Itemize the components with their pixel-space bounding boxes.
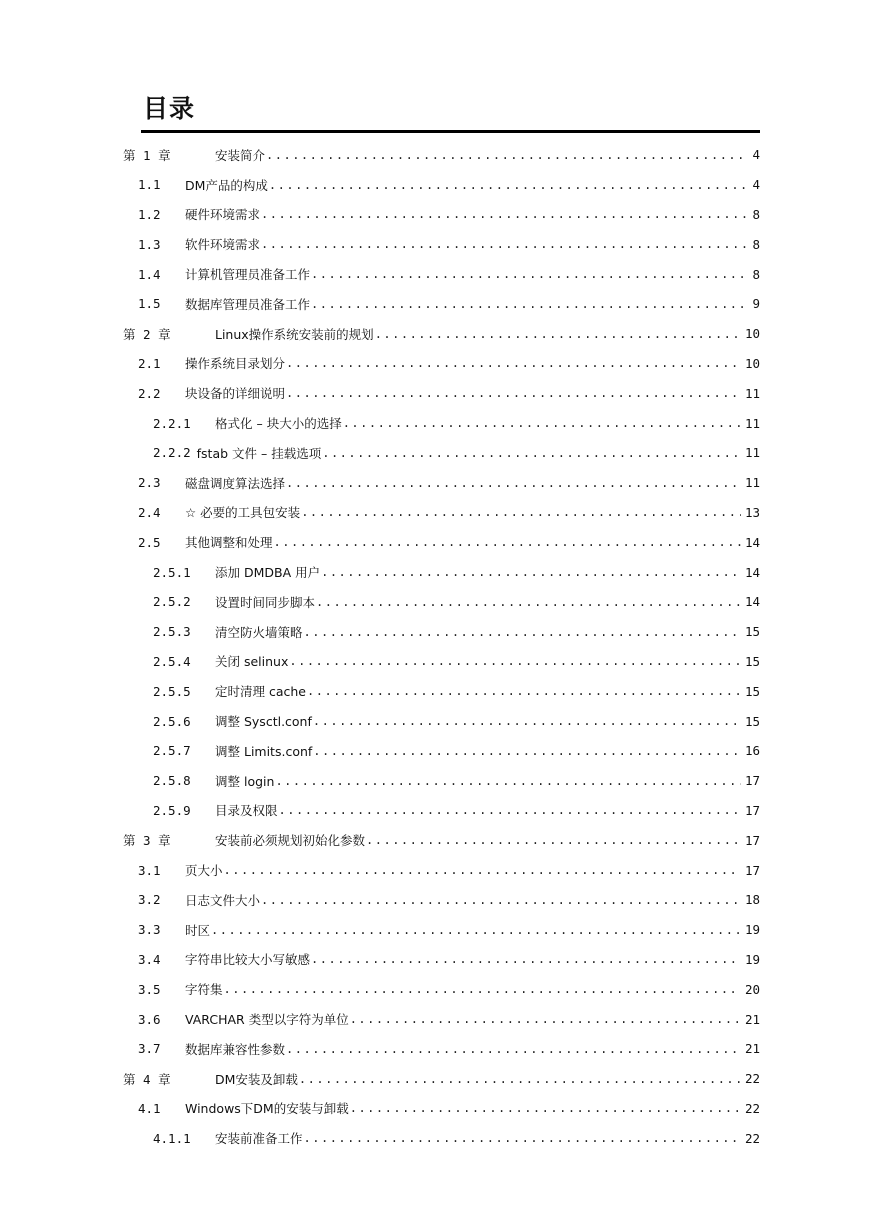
toc-entry-number: 2.2.2 [153, 445, 191, 461]
toc-entry-title[interactable]: 时区 [185, 922, 211, 938]
toc-entry-number: 3.1 [138, 862, 161, 878]
toc-dot-leader [211, 923, 741, 937]
toc-entry-number: 1.4 [138, 266, 161, 282]
toc-entry-number: 1.2 [138, 206, 161, 222]
toc-entry[interactable] [0, 170, 869, 200]
toc-page-number[interactable]: 14 [744, 594, 760, 610]
toc-page-number[interactable]: 22 [744, 1100, 760, 1116]
toc-entry-number: 3.4 [138, 951, 161, 967]
toc-page-number[interactable]: 22 [744, 1130, 760, 1146]
toc-dot-leader [311, 297, 746, 311]
toc-entry-title[interactable]: 页大小 [185, 863, 223, 879]
toc-entry-title[interactable]: 字符集 [185, 982, 223, 998]
toc-entry[interactable] [0, 1064, 869, 1094]
toc-entry-title[interactable]: 设置时间同步脚本 [215, 594, 316, 610]
toc-entry-title[interactable]: 块设备的详细说明 [185, 386, 286, 402]
toc-entry-title[interactable]: DM产品的构成 [185, 177, 268, 193]
toc-page-number[interactable]: 8 [752, 266, 760, 282]
toc-entry-number: 2.5.1 [153, 564, 191, 580]
toc-entry[interactable] [0, 736, 869, 766]
toc-entry-title[interactable]: 定时清理 cache [215, 684, 306, 700]
toc-entry-number: 2.5.8 [153, 773, 191, 789]
toc-page-number[interactable]: 15 [744, 713, 760, 729]
toc-page-number[interactable]: 11 [744, 445, 760, 461]
toc-entry-title[interactable]: 格式化 – 块大小的选择 [215, 416, 342, 432]
toc-entry[interactable] [0, 676, 869, 706]
toc-entry[interactable] [0, 498, 869, 528]
toc-page-number[interactable]: 14 [744, 564, 760, 580]
toc-entry-number: 1.5 [138, 296, 161, 312]
toc-dot-leader [316, 595, 741, 609]
toc-dot-leader [343, 416, 741, 430]
toc-dot-leader [286, 386, 741, 400]
toc-entry-title[interactable]: 其他调整和处理 [185, 535, 273, 551]
toc-dot-leader [261, 893, 741, 907]
toc-page-number[interactable]: 10 [744, 326, 760, 342]
toc-entry[interactable] [0, 229, 869, 259]
toc-dot-leader [286, 476, 741, 490]
toc-dot-leader [299, 1072, 741, 1086]
toc-page-number[interactable]: 22 [744, 1071, 760, 1087]
toc-dot-leader [307, 684, 741, 698]
toc-dot-leader [311, 267, 746, 281]
toc-entry-title[interactable]: 调整 Limits.conf [215, 743, 313, 759]
toc-entry[interactable] [0, 915, 869, 945]
toc-dot-leader [311, 952, 741, 966]
toc-entry[interactable] [0, 289, 869, 319]
toc-entry-title[interactable]: ☆ 必要的工具包安装 [185, 505, 301, 521]
toc-dot-leader [275, 774, 741, 788]
toc-page-number[interactable]: 21 [744, 1011, 760, 1027]
toc-entry[interactable] [0, 557, 869, 587]
toc-dot-leader [279, 803, 741, 817]
toc-entry-number: 2.1 [138, 355, 161, 371]
toc-entry-number: 2.5.5 [153, 683, 191, 699]
toc-entry-title[interactable]: 清空防火墙策略 [215, 624, 303, 640]
toc-entry-title[interactable]: Linux操作系统安装前的规划 [215, 326, 374, 342]
toc-entry[interactable] [0, 885, 869, 915]
toc-entry-number: 第 2 章 [123, 326, 171, 342]
toc-dot-leader [350, 1101, 741, 1115]
toc-dot-leader [289, 654, 741, 668]
toc-dot-leader [321, 565, 741, 579]
toc-entry-title[interactable]: 调整 Sysctl.conf [215, 714, 312, 730]
toc-entry-title[interactable]: 调整 login [215, 773, 275, 789]
toc-page-number[interactable]: 15 [744, 683, 760, 699]
toc-entry-number: 第 1 章 [123, 147, 171, 163]
toc-page-number[interactable]: 15 [744, 624, 760, 640]
toc-dot-leader [366, 833, 741, 847]
toc-page-number[interactable]: 4 [752, 147, 760, 163]
toc-entry-number: 第 4 章 [123, 1071, 171, 1087]
toc-entry[interactable] [0, 140, 869, 170]
toc-entry-number: 3.3 [138, 922, 161, 938]
toc-entry[interactable] [0, 527, 869, 557]
toc-dot-leader [261, 207, 746, 221]
toc-entry-number: 2.5.7 [153, 743, 191, 759]
toc-dot-leader [322, 446, 741, 460]
toc-entry[interactable] [0, 408, 869, 438]
toc-entry[interactable] [0, 974, 869, 1004]
toc-entry-number: 2.2.1 [153, 415, 191, 431]
toc-entry[interactable] [0, 1004, 869, 1034]
toc-entry-number: 1.1 [138, 177, 161, 193]
toc-page-number[interactable]: 4 [752, 177, 760, 193]
toc-entry-title[interactable]: 添加 DMDBA 用户 [215, 565, 321, 581]
toc-entry-number: 2.4 [138, 504, 161, 520]
toc-entry[interactable] [0, 647, 869, 677]
toc-entry-number: 1.3 [138, 236, 161, 252]
toc-entry-number: 2.2 [138, 385, 161, 401]
toc-entry-number: 3.2 [138, 892, 161, 908]
toc-entry[interactable] [0, 349, 869, 379]
toc-entry[interactable] [0, 945, 869, 975]
toc-entry[interactable] [0, 617, 869, 647]
toc-entry[interactable] [0, 587, 869, 617]
toc-dot-leader [375, 327, 741, 341]
toc-entry-title[interactable]: 操作系统目录划分 [185, 356, 286, 372]
toc-dot-leader [304, 1131, 741, 1145]
toc-entry[interactable] [0, 1094, 869, 1124]
toc-page-number[interactable]: 17 [744, 802, 760, 818]
toc-dot-leader [274, 535, 741, 549]
toc-page-number[interactable]: 11 [744, 415, 760, 431]
toc-entry-title[interactable]: 计算机管理员准备工作 [185, 267, 311, 283]
toc-page-number[interactable]: 8 [752, 236, 760, 252]
toc-entry-number: 2.3 [138, 475, 161, 491]
toc-entry-title[interactable]: 字符串比较大小写敏感 [185, 952, 311, 968]
toc-entry[interactable] [0, 200, 869, 230]
toc-page-number[interactable]: 17 [744, 832, 760, 848]
toc-entry-number: 2.5 [138, 534, 161, 550]
toc-dot-leader [313, 714, 741, 728]
toc-entry-title[interactable]: 安装前准备工作 [215, 1131, 303, 1147]
toc-entry[interactable] [0, 855, 869, 885]
toc-entry-title[interactable]: fstab 文件 – 挂载选项 [196, 445, 322, 461]
toc-entry-title[interactable]: DM安装及卸载 [215, 1071, 298, 1087]
toc-dot-leader [313, 744, 741, 758]
toc-entry-title[interactable]: 硬件环境需求 [185, 207, 261, 223]
toc-dot-leader [261, 237, 746, 251]
toc-dot-leader [269, 178, 746, 192]
toc-page-number[interactable]: 13 [744, 504, 760, 520]
toc-entry-number: 2.5.4 [153, 653, 191, 669]
toc-entry-title[interactable]: 安装前必须规划初始化参数 [215, 833, 366, 849]
toc-dot-leader [286, 356, 741, 370]
toc-entry[interactable] [0, 259, 869, 289]
toc-page-number[interactable]: 15 [744, 653, 760, 669]
toc-entry[interactable] [0, 706, 869, 736]
toc-page-number[interactable]: 19 [744, 922, 760, 938]
toc-entry-title[interactable]: 数据库兼容性参数 [185, 1041, 286, 1057]
toc-dot-leader [301, 505, 741, 519]
toc-entry[interactable] [0, 766, 869, 796]
toc-dot-leader [266, 148, 746, 162]
toc-entry-number: 4.1.1 [153, 1130, 191, 1146]
toc-entry[interactable] [0, 468, 869, 498]
toc-entry[interactable] [0, 1034, 869, 1064]
toc-page-number[interactable]: 18 [744, 892, 760, 908]
toc-entry-title[interactable]: 磁盘调度算法选择 [185, 475, 286, 491]
toc-entry[interactable] [0, 378, 869, 408]
toc-page-number[interactable]: 14 [744, 534, 760, 550]
toc-entry-title[interactable]: 数据库管理员准备工作 [185, 296, 311, 312]
toc-page-number[interactable]: 10 [744, 355, 760, 371]
toc-entry-number: 3.7 [138, 1041, 161, 1057]
toc-entry[interactable] [0, 796, 869, 826]
toc-entry-number: 2.5.9 [153, 802, 191, 818]
toc-entry-number: 2.5.3 [153, 624, 191, 640]
toc-entry-title[interactable]: Windows下DM的安装与卸载 [185, 1101, 349, 1117]
toc-entry-number: 2.5.6 [153, 713, 191, 729]
toc-entry-title[interactable]: VARCHAR 类型以字符为单位 [185, 1012, 349, 1027]
toc-entry-title[interactable]: 安装简介 [215, 147, 266, 163]
toc-list [0, 140, 869, 1153]
toc-entry-title[interactable]: 软件环境需求 [185, 237, 261, 253]
toc-entry-title[interactable]: 日志文件大小 [185, 892, 261, 908]
toc-page-number[interactable]: 17 [744, 773, 760, 789]
toc-dot-leader [286, 1042, 741, 1056]
toc-entry[interactable] [0, 319, 869, 349]
toc-entry[interactable] [0, 825, 869, 855]
toc-entry-number: 3.6 [138, 1011, 161, 1027]
toc-entry[interactable] [0, 438, 869, 468]
toc-entry-title[interactable]: 关闭 selinux [215, 654, 289, 670]
toc-page-number[interactable]: 17 [744, 862, 760, 878]
toc-page-number[interactable]: 11 [744, 475, 760, 491]
toc-dot-leader [224, 982, 741, 996]
title-divider [141, 130, 760, 133]
toc-entry-title[interactable]: 目录及权限 [215, 803, 278, 819]
toc-dot-leader [304, 625, 741, 639]
toc-page-number[interactable]: 16 [744, 743, 760, 759]
toc-page-number[interactable]: 8 [752, 206, 760, 222]
toc-entry[interactable] [0, 1123, 869, 1153]
toc-dot-leader [350, 1012, 741, 1026]
toc-page-number[interactable]: 19 [744, 951, 760, 967]
toc-page-number[interactable]: 20 [744, 981, 760, 997]
toc-page-number[interactable]: 11 [744, 385, 760, 401]
toc-entry-number: 3.5 [138, 981, 161, 997]
toc-page-number[interactable]: 9 [752, 296, 760, 312]
toc-dot-leader [224, 863, 741, 877]
toc-entry-number: 第 3 章 [123, 833, 171, 849]
page-title: 目录 [143, 94, 196, 123]
toc-entry-number: 2.5.2 [153, 594, 191, 610]
toc-page-number[interactable]: 21 [744, 1041, 760, 1057]
toc-entry-number: 4.1 [138, 1100, 161, 1116]
